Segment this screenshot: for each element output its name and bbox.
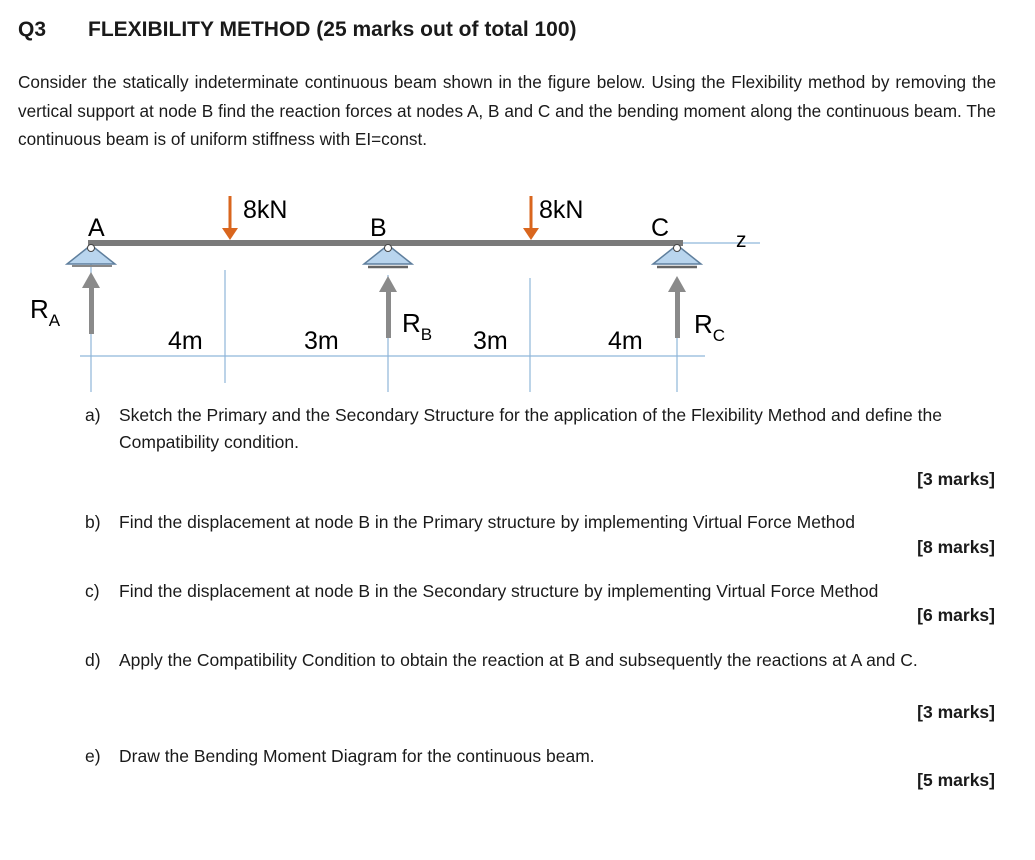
- part-e: [85, 743, 995, 770]
- part-text: Draw the Bending Moment Diagram for the continuous beam.: [119, 746, 595, 766]
- load-arrow-2: [523, 196, 539, 240]
- part-letter: b): [85, 512, 101, 532]
- part-text: Find the displacement at node B in the Primary structure by implementing Virtual Force Method: [119, 512, 855, 532]
- node-label-b: B: [370, 214, 387, 242]
- part-b-marks: [8 marks]: [917, 537, 995, 557]
- reaction-arrow-c: [668, 276, 686, 338]
- part-e-marks: [5 marks]: [917, 770, 995, 790]
- z-axis-label: z: [736, 229, 747, 252]
- reaction-arrow-b: [379, 276, 397, 338]
- part-a: [85, 402, 995, 456]
- support-b: [364, 245, 412, 268]
- part-c-marks: [6 marks]: [917, 605, 995, 625]
- question-heading: [18, 18, 577, 42]
- span-label-3: 3m: [473, 327, 508, 355]
- part-letter: e): [85, 746, 101, 766]
- part-b: [85, 509, 995, 536]
- part-c: [85, 578, 995, 605]
- reaction-label-c: $R_C$: [694, 309, 726, 345]
- part-text: Find the displacement at node B in the Secondary structure by implementing Virtual Force Method: [119, 581, 879, 601]
- part-d: [85, 647, 995, 674]
- reaction-label-b: $R_B$: [402, 308, 433, 344]
- part-letter: c): [85, 581, 100, 601]
- question-intro: Consider the statically indeterminate continuous beam shown in the figure below. Using the Flexibility method by removing the vertical support at node B find the reaction forces at nodes A, B and C and the bending moment along the continuous beam. The continuous beam is of uniform stiffness with EI=const.: [18, 72, 996, 149]
- reaction-label-a: $R_A$: [30, 294, 61, 330]
- support-a: [67, 245, 115, 267]
- question-title: FLEXIBILITY METHOD (25 marks out of total 100): [88, 18, 577, 41]
- load-label-2: 8kN: [539, 196, 584, 224]
- load-label-1: 8kN: [243, 196, 288, 224]
- node-label-c: C: [651, 214, 670, 242]
- span-label-2: 3m: [304, 327, 339, 355]
- beam-figure: [0, 180, 1035, 400]
- part-letter: d): [85, 650, 101, 670]
- part-a-marks: [3 marks]: [917, 469, 995, 489]
- span-label-1: 4m: [168, 327, 203, 355]
- part-d-marks: [3 marks]: [917, 702, 995, 722]
- part-letter: a): [85, 405, 101, 425]
- support-c: [653, 245, 701, 268]
- part-text: Apply the Compatibility Condition to obtain the reaction at B and subsequently the reactions at A and C.: [119, 650, 918, 670]
- span-label-4: 4m: [608, 327, 643, 355]
- question-number: Q3: [18, 18, 47, 41]
- reaction-arrow-a: [82, 272, 100, 334]
- load-arrow-1: [222, 196, 238, 240]
- part-text: Sketch the Primary and the Secondary Structure for the application of the Flexibility Method and define the Compatibility condition.: [119, 405, 942, 452]
- node-label-a: A: [88, 214, 105, 242]
